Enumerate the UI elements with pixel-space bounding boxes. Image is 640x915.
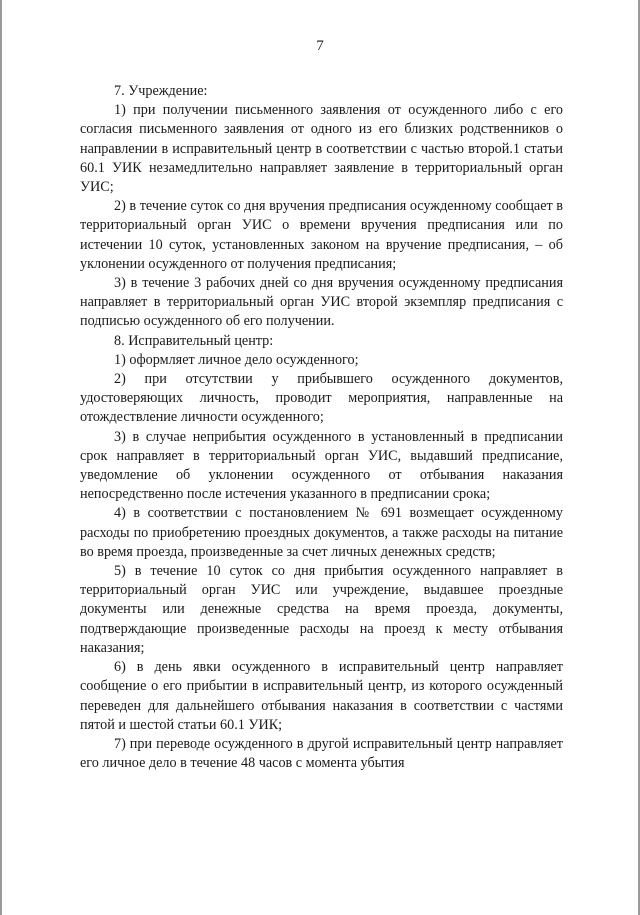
- paragraph-7-3: 3) в течение 3 рабочих дней со дня вручения осужденному предписания направляет в территориальный орган УИС второй экземпляр предписания с подписью осужденного об его получении.: [80, 275, 563, 330]
- paragraph-8-7: 7) при переводе осужденного в другой исправительный центр направляет его личное дело в течение 48 часов с момента убытия: [80, 735, 563, 772]
- paragraph-8-4: 4) в соответствии с постановлением № 691 возмещает осужденному расходы по приобретению проездных документов, а также расходы на питание во время проезда, произведенные за счет личных денежных средств;: [80, 505, 563, 560]
- paragraph-8-5: 5) в течение 10 суток со дня прибытия осужденного направляет в территориальный орган УИС или учреждение, выдавшее проездные документы или денежные средства на время проезда, документы, подтверждающие произведенные расходы на проезд к месту отбывания наказания;: [80, 563, 563, 656]
- paragraph-8-3: 3) в случае неприбытия осужденного в установленный в предписании срок направляет в территориальный орган УИС, выдавший предписание, уведомление об уклонении осужденного от отбывания наказания непосредственно после истечения указанного в предписании срока;: [80, 428, 563, 503]
- paragraph-7-2: 2) в течение суток со дня вручения предписания осужденному сообщает в территориальный орган УИС о времени вручения предписания или по истечении 10 суток, установленных законом на вручение предписания, – об уклонении осужденного от получения предписания;: [80, 198, 563, 272]
- paragraph-8-2: 2) при отсутствии у прибывшего осужденного документов, удостоверяющих личность, проводит мероприятия, направленные на отождествление личности осужденного;: [80, 371, 563, 426]
- document-body: [80, 82, 563, 773]
- paragraph-section-7-heading: 7. Учреждение:: [114, 83, 208, 99]
- paragraph-7-1: 1) при получении письменного заявления от осужденного либо с его согласия письменного заявления от одного из его близких родственников о направлении в исправительный центр в соответствии с частью второй.1 статьи 60.1 УИК незамедлительно направляет заявление в территориальный орган УИС;: [80, 102, 563, 196]
- page-number: 7: [316, 38, 324, 54]
- paragraph-8-1: 1) оформляет личное дело осужденного;: [114, 351, 359, 368]
- paragraph-section-8-heading: 8. Исправительный центр:: [114, 332, 274, 349]
- paragraph-8-6: 6) в день явки осужденного в исправительный центр направляет сообщение о его прибытии в исправительный центр, из которого осужденный переведен для дальнейшего отбывания наказания в соответствии с частями пятой и шестой статьи 60.1 УИК;: [80, 659, 563, 733]
